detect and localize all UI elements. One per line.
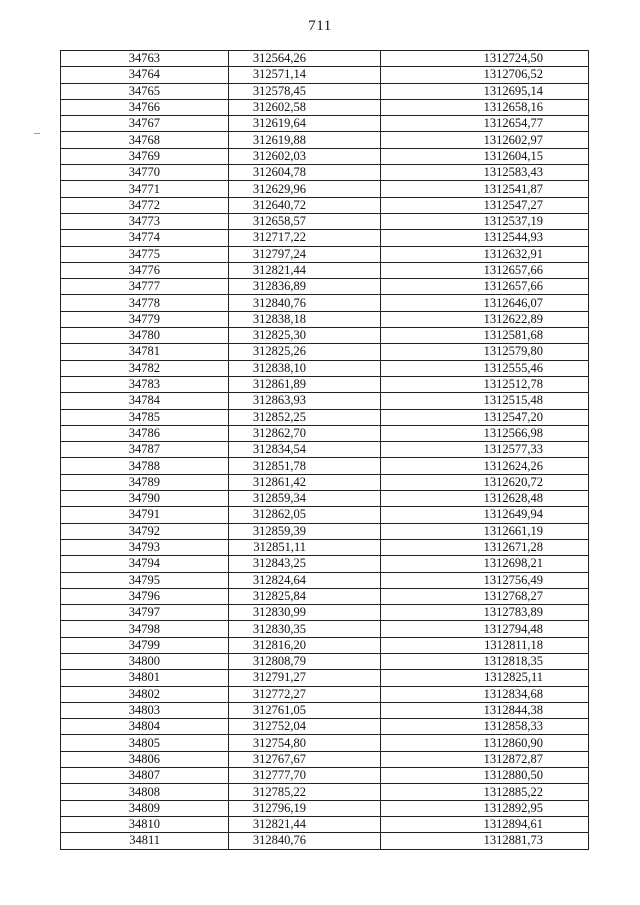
x-coordinate-cell: 1312860,90 [381, 735, 589, 751]
point-number-cell: 34800 [61, 653, 229, 669]
table-row [61, 751, 589, 767]
table-row [61, 344, 589, 360]
point-number-cell: 34766 [61, 99, 229, 115]
table-row [61, 458, 589, 474]
x-coordinate-cell: 1312872,87 [381, 751, 589, 767]
table-row [61, 328, 589, 344]
point-number-cell: 34786 [61, 425, 229, 441]
x-coordinate-cell: 1312537,19 [381, 213, 589, 229]
point-number-cell: 34772 [61, 197, 229, 213]
table-row [61, 425, 589, 441]
table-row [61, 393, 589, 409]
y-coordinate-cell: 312752,04 [229, 719, 381, 735]
y-coordinate-cell: 312825,26 [229, 344, 381, 360]
point-number-cell: 34802 [61, 686, 229, 702]
table-row [61, 83, 589, 99]
y-coordinate-cell: 312767,67 [229, 751, 381, 767]
point-number-cell: 34783 [61, 376, 229, 392]
y-coordinate-cell: 312830,99 [229, 605, 381, 621]
point-number-cell: 34796 [61, 588, 229, 604]
y-coordinate-cell: 312851,78 [229, 458, 381, 474]
point-number-cell: 34799 [61, 637, 229, 653]
y-coordinate-cell: 312796,19 [229, 800, 381, 816]
y-coordinate-cell: 312777,70 [229, 768, 381, 784]
table-row [61, 556, 589, 572]
x-coordinate-cell: 1312622,89 [381, 311, 589, 327]
table-row [61, 507, 589, 523]
y-coordinate-cell: 312859,39 [229, 523, 381, 539]
table-row [61, 539, 589, 555]
table-row [61, 197, 589, 213]
x-coordinate-cell: 1312602,97 [381, 132, 589, 148]
coordinates-table [60, 50, 589, 850]
page-number: 711 [308, 18, 332, 34]
table-row [61, 213, 589, 229]
x-coordinate-cell: 1312661,19 [381, 523, 589, 539]
x-coordinate-cell: 1312698,21 [381, 556, 589, 572]
x-coordinate-cell: 1312880,50 [381, 768, 589, 784]
point-number-cell: 34788 [61, 458, 229, 474]
point-number-cell: 34791 [61, 507, 229, 523]
table-row [61, 230, 589, 246]
x-coordinate-cell: 1312794,48 [381, 621, 589, 637]
table-row [61, 768, 589, 784]
table-row [61, 165, 589, 181]
point-number-cell: 34776 [61, 262, 229, 278]
table-row [61, 442, 589, 458]
y-coordinate-cell: 312836,89 [229, 279, 381, 295]
point-number-cell: 34768 [61, 132, 229, 148]
table-row [61, 376, 589, 392]
table-row [61, 637, 589, 653]
y-coordinate-cell: 312840,76 [229, 833, 381, 849]
y-coordinate-cell: 312578,45 [229, 83, 381, 99]
x-coordinate-cell: 1312885,22 [381, 784, 589, 800]
y-coordinate-cell: 312838,10 [229, 360, 381, 376]
x-coordinate-cell: 1312811,18 [381, 637, 589, 653]
table-row [61, 621, 589, 637]
point-number-cell: 34787 [61, 442, 229, 458]
x-coordinate-cell: 1312628,48 [381, 491, 589, 507]
x-coordinate-cell: 1312577,33 [381, 442, 589, 458]
y-coordinate-cell: 312830,35 [229, 621, 381, 637]
table-row [61, 132, 589, 148]
point-number-cell: 34797 [61, 605, 229, 621]
table-row [61, 800, 589, 816]
table-row [61, 572, 589, 588]
coordinates-table-body [61, 51, 589, 850]
y-coordinate-cell: 312838,18 [229, 311, 381, 327]
x-coordinate-cell: 1312657,66 [381, 279, 589, 295]
y-coordinate-cell: 312571,14 [229, 67, 381, 83]
point-number-cell: 34809 [61, 800, 229, 816]
point-number-cell: 34774 [61, 230, 229, 246]
table-row [61, 51, 589, 67]
x-coordinate-cell: 1312649,94 [381, 507, 589, 523]
x-coordinate-cell: 1312547,20 [381, 409, 589, 425]
point-number-cell: 34803 [61, 702, 229, 718]
point-number-cell: 34763 [61, 51, 229, 67]
y-coordinate-cell: 312602,58 [229, 99, 381, 115]
table-row [61, 523, 589, 539]
x-coordinate-cell: 1312658,16 [381, 99, 589, 115]
table-row [61, 735, 589, 751]
point-number-cell: 34806 [61, 751, 229, 767]
table-row [61, 99, 589, 115]
x-coordinate-cell: 1312632,91 [381, 246, 589, 262]
table-row [61, 686, 589, 702]
table-row [61, 474, 589, 490]
table-row [61, 295, 589, 311]
y-coordinate-cell: 312629,96 [229, 181, 381, 197]
y-coordinate-cell: 312825,84 [229, 588, 381, 604]
point-number-cell: 34789 [61, 474, 229, 490]
y-coordinate-cell: 312761,05 [229, 702, 381, 718]
y-coordinate-cell: 312658,57 [229, 213, 381, 229]
x-coordinate-cell: 1312834,68 [381, 686, 589, 702]
x-coordinate-cell: 1312671,28 [381, 539, 589, 555]
table-row [61, 605, 589, 621]
x-coordinate-cell: 1312654,77 [381, 116, 589, 132]
y-coordinate-cell: 312843,25 [229, 556, 381, 572]
table-row [61, 670, 589, 686]
y-coordinate-cell: 312754,80 [229, 735, 381, 751]
x-coordinate-cell: 1312604,15 [381, 148, 589, 164]
y-coordinate-cell: 312862,05 [229, 507, 381, 523]
x-coordinate-cell: 1312881,73 [381, 833, 589, 849]
x-coordinate-cell: 1312818,35 [381, 653, 589, 669]
point-number-cell: 34790 [61, 491, 229, 507]
point-number-cell: 34779 [61, 311, 229, 327]
point-number-cell: 34810 [61, 816, 229, 832]
point-number-cell: 34785 [61, 409, 229, 425]
point-number-cell: 34807 [61, 768, 229, 784]
x-coordinate-cell: 1312706,52 [381, 67, 589, 83]
table-row [61, 833, 589, 849]
table-row [61, 246, 589, 262]
table-row [61, 588, 589, 604]
x-coordinate-cell: 1312657,66 [381, 262, 589, 278]
y-coordinate-cell: 312797,24 [229, 246, 381, 262]
point-number-cell: 34792 [61, 523, 229, 539]
point-number-cell: 34811 [61, 833, 229, 849]
point-number-cell: 34771 [61, 181, 229, 197]
y-coordinate-cell: 312824,64 [229, 572, 381, 588]
y-coordinate-cell: 312619,88 [229, 132, 381, 148]
point-number-cell: 34773 [61, 213, 229, 229]
x-coordinate-cell: 1312515,48 [381, 393, 589, 409]
y-coordinate-cell: 312862,70 [229, 425, 381, 441]
table-row [61, 148, 589, 164]
x-coordinate-cell: 1312756,49 [381, 572, 589, 588]
y-coordinate-cell: 312840,76 [229, 295, 381, 311]
table-row [61, 816, 589, 832]
x-coordinate-cell: 1312541,87 [381, 181, 589, 197]
x-coordinate-cell: 1312512,78 [381, 376, 589, 392]
table-row [61, 784, 589, 800]
x-coordinate-cell: 1312768,27 [381, 588, 589, 604]
y-coordinate-cell: 312834,54 [229, 442, 381, 458]
point-number-cell: 34777 [61, 279, 229, 295]
y-coordinate-cell: 312602,03 [229, 148, 381, 164]
point-number-cell: 34765 [61, 83, 229, 99]
y-coordinate-cell: 312851,11 [229, 539, 381, 555]
x-coordinate-cell: 1312858,33 [381, 719, 589, 735]
x-coordinate-cell: 1312620,72 [381, 474, 589, 490]
point-number-cell: 34778 [61, 295, 229, 311]
y-coordinate-cell: 312825,30 [229, 328, 381, 344]
point-number-cell: 34767 [61, 116, 229, 132]
y-coordinate-cell: 312861,42 [229, 474, 381, 490]
x-coordinate-cell: 1312646,07 [381, 295, 589, 311]
x-coordinate-cell: 1312547,27 [381, 197, 589, 213]
y-coordinate-cell: 312852,25 [229, 409, 381, 425]
x-coordinate-cell: 1312695,14 [381, 83, 589, 99]
y-coordinate-cell: 312821,44 [229, 816, 381, 832]
x-coordinate-cell: 1312892,95 [381, 800, 589, 816]
point-number-cell: 34769 [61, 148, 229, 164]
table-row [61, 719, 589, 735]
point-number-cell: 34795 [61, 572, 229, 588]
table-row [61, 702, 589, 718]
y-coordinate-cell: 312785,22 [229, 784, 381, 800]
y-coordinate-cell: 312619,64 [229, 116, 381, 132]
x-coordinate-cell: 1312783,89 [381, 605, 589, 621]
point-number-cell: 34798 [61, 621, 229, 637]
table-row [61, 491, 589, 507]
point-number-cell: 34794 [61, 556, 229, 572]
x-coordinate-cell: 1312544,93 [381, 230, 589, 246]
point-number-cell: 34764 [61, 67, 229, 83]
y-coordinate-cell: 312821,44 [229, 262, 381, 278]
x-coordinate-cell: 1312844,38 [381, 702, 589, 718]
point-number-cell: 34780 [61, 328, 229, 344]
y-coordinate-cell: 312859,34 [229, 491, 381, 507]
y-coordinate-cell: 312816,20 [229, 637, 381, 653]
table-row [61, 409, 589, 425]
y-coordinate-cell: 312564,26 [229, 51, 381, 67]
y-coordinate-cell: 312791,27 [229, 670, 381, 686]
point-number-cell: 34801 [61, 670, 229, 686]
table-row [61, 653, 589, 669]
y-coordinate-cell: 312640,72 [229, 197, 381, 213]
x-coordinate-cell: 1312825,11 [381, 670, 589, 686]
x-coordinate-cell: 1312566,98 [381, 425, 589, 441]
x-coordinate-cell: 1312894,61 [381, 816, 589, 832]
point-number-cell: 34775 [61, 246, 229, 262]
x-coordinate-cell: 1312579,80 [381, 344, 589, 360]
point-number-cell: 34805 [61, 735, 229, 751]
point-number-cell: 34770 [61, 165, 229, 181]
y-coordinate-cell: 312861,89 [229, 376, 381, 392]
table-row [61, 116, 589, 132]
x-coordinate-cell: 1312581,68 [381, 328, 589, 344]
y-coordinate-cell: 312604,78 [229, 165, 381, 181]
y-coordinate-cell: 312808,79 [229, 653, 381, 669]
y-coordinate-cell: 312772,27 [229, 686, 381, 702]
point-number-cell: 34793 [61, 539, 229, 555]
point-number-cell: 34784 [61, 393, 229, 409]
table-row [61, 67, 589, 83]
y-coordinate-cell: 312863,93 [229, 393, 381, 409]
point-number-cell: 34781 [61, 344, 229, 360]
x-coordinate-cell: 1312624,26 [381, 458, 589, 474]
point-number-cell: 34804 [61, 719, 229, 735]
point-number-cell: 34782 [61, 360, 229, 376]
table-row [61, 262, 589, 278]
x-coordinate-cell: 1312724,50 [381, 51, 589, 67]
scan-mark [34, 133, 40, 134]
table-row [61, 360, 589, 376]
x-coordinate-cell: 1312555,46 [381, 360, 589, 376]
table-row [61, 279, 589, 295]
table-row [61, 181, 589, 197]
point-number-cell: 34808 [61, 784, 229, 800]
table-row [61, 311, 589, 327]
y-coordinate-cell: 312717,22 [229, 230, 381, 246]
x-coordinate-cell: 1312583,43 [381, 165, 589, 181]
